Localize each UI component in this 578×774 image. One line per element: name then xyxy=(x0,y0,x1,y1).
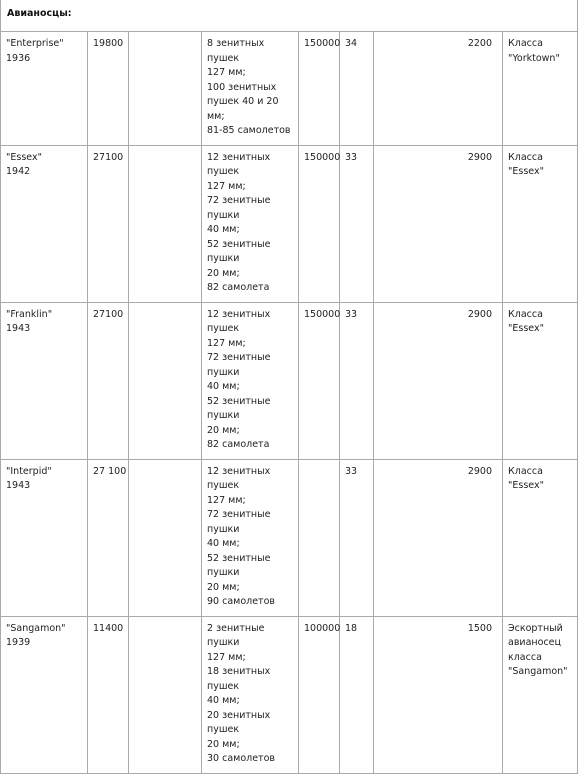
class-line: Эскортный xyxy=(508,622,563,634)
armament-line: 8 зенитных пушек xyxy=(207,38,265,64)
armament-line: 81-85 самолетов xyxy=(207,125,291,136)
armament-line: 90 самолетов xyxy=(207,596,275,607)
armament-line: 72 зенитные пушки xyxy=(207,352,271,378)
power-cell xyxy=(299,459,340,616)
ship-year: 1943 xyxy=(6,480,31,491)
armament-line: 20 зенитных пушек xyxy=(207,709,271,735)
ship-name-cell xyxy=(1,302,88,459)
armament-line: 12 зенитных пушек xyxy=(207,465,271,491)
armament-line: 52 зенитные пушки xyxy=(207,552,271,578)
empty-cell xyxy=(129,616,202,773)
armament-line: 20 мм; xyxy=(207,581,240,593)
crew-cell: 2200 xyxy=(374,32,503,146)
armament-line: 20 мм; xyxy=(207,424,240,436)
ship-year: 1939 xyxy=(6,637,31,648)
class-cell xyxy=(503,32,578,146)
crew-cell: 2900 xyxy=(374,459,503,616)
armament-line: 52 зенитные пушки xyxy=(207,395,271,421)
power-cell: 150000 xyxy=(299,145,340,302)
armament-line: 82 самолета xyxy=(207,282,270,293)
armament-line: 40 мм; xyxy=(207,695,240,706)
armament-line: 127 мм; xyxy=(207,651,246,663)
ship-name: "Sangamon" xyxy=(6,622,66,634)
armament-line: 127 мм; xyxy=(207,180,246,192)
crew-cell: 2900 xyxy=(374,302,503,459)
armament-cell xyxy=(202,616,299,773)
speed-cell: 33 xyxy=(340,145,374,302)
empty-cell xyxy=(129,145,202,302)
crew-cell: 2900 xyxy=(374,145,503,302)
table-row xyxy=(1,459,578,616)
ship-name-cell xyxy=(1,459,88,616)
armament-cell xyxy=(202,459,299,616)
armament-cell xyxy=(202,32,299,146)
speed-cell: 34 xyxy=(340,32,374,146)
speed-cell: 33 xyxy=(340,302,374,459)
speed-cell: 18 xyxy=(340,616,374,773)
armament-cell xyxy=(202,145,299,302)
ship-name-cell xyxy=(1,616,88,773)
empty-cell xyxy=(129,302,202,459)
ship-rows xyxy=(1,32,578,774)
ship-name: "Franklin" xyxy=(6,308,53,320)
ship-year: 1942 xyxy=(6,166,31,177)
class-cell xyxy=(503,302,578,459)
armament-line: 12 зенитных пушек xyxy=(207,308,271,334)
ship-name: "Essex" xyxy=(6,151,42,163)
armament-line: 72 зенитные пушки xyxy=(207,509,271,535)
armament-line: 82 самолета xyxy=(207,439,270,450)
class-line: Класса "Essex" xyxy=(508,151,544,177)
power-cell: 150000 xyxy=(299,302,340,459)
class-line: Класса "Essex" xyxy=(508,465,544,491)
displacement-cell: 27100 xyxy=(88,302,129,459)
ship-name-cell xyxy=(1,32,88,146)
armament-line: 127 мм; xyxy=(207,494,246,506)
crew-cell: 1500 xyxy=(374,616,503,773)
class-cell xyxy=(503,145,578,302)
table-row xyxy=(1,145,578,302)
ship-year: 1936 xyxy=(6,52,31,64)
class-cell xyxy=(503,616,578,773)
armament-line: 2 зенитные пушки xyxy=(207,622,265,648)
armament-line: 40 мм; xyxy=(207,381,240,392)
empty-cell xyxy=(129,459,202,616)
section-title: Авианосцы: xyxy=(1,0,578,32)
section-header-row xyxy=(1,0,578,32)
armament-line: пушек 40 и 20 мм; xyxy=(207,96,279,122)
armament-line: 52 зенитные пушки xyxy=(207,238,271,264)
armament-line: 100 зенитных xyxy=(207,81,277,93)
armament-line: 72 зенитные пушки xyxy=(207,195,271,221)
ship-name: "Enterprise" xyxy=(6,38,64,49)
class-line: Класса "Essex" xyxy=(508,308,544,334)
armament-line: 40 мм; xyxy=(207,224,240,235)
armament-line: 127 мм; xyxy=(207,67,246,78)
armament-line: 18 зенитных пушек xyxy=(207,666,271,692)
armament-line: 127 мм; xyxy=(207,337,246,349)
power-cell: 150000 xyxy=(299,32,340,146)
class-cell xyxy=(503,459,578,616)
armament-line: 12 зенитных пушек xyxy=(207,151,271,177)
displacement-cell: 11400 xyxy=(88,616,129,773)
ship-year: 1943 xyxy=(6,323,31,334)
speed-cell: 33 xyxy=(340,459,374,616)
ship-name: "Interpid" xyxy=(6,465,52,477)
power-cell: 100000 xyxy=(299,616,340,773)
class-line: Класса "Yorktown" xyxy=(508,38,560,64)
armament-line: 30 самолетов xyxy=(207,753,275,764)
armament-line: 20 мм; xyxy=(207,738,240,750)
empty-cell xyxy=(129,32,202,146)
table-row xyxy=(1,302,578,459)
displacement-cell: 27 100 xyxy=(88,459,129,616)
displacement-cell: 27100 xyxy=(88,145,129,302)
table-row xyxy=(1,616,578,773)
armament-line: 40 мм; xyxy=(207,538,240,549)
armament-line: 20 мм; xyxy=(207,267,240,279)
class-line: "Sangamon" xyxy=(508,666,568,677)
table-row xyxy=(1,32,578,146)
displacement-cell: 19800 xyxy=(88,32,129,146)
armament-cell xyxy=(202,302,299,459)
ship-name-cell xyxy=(1,145,88,302)
class-line: авианосец класса xyxy=(508,637,561,663)
